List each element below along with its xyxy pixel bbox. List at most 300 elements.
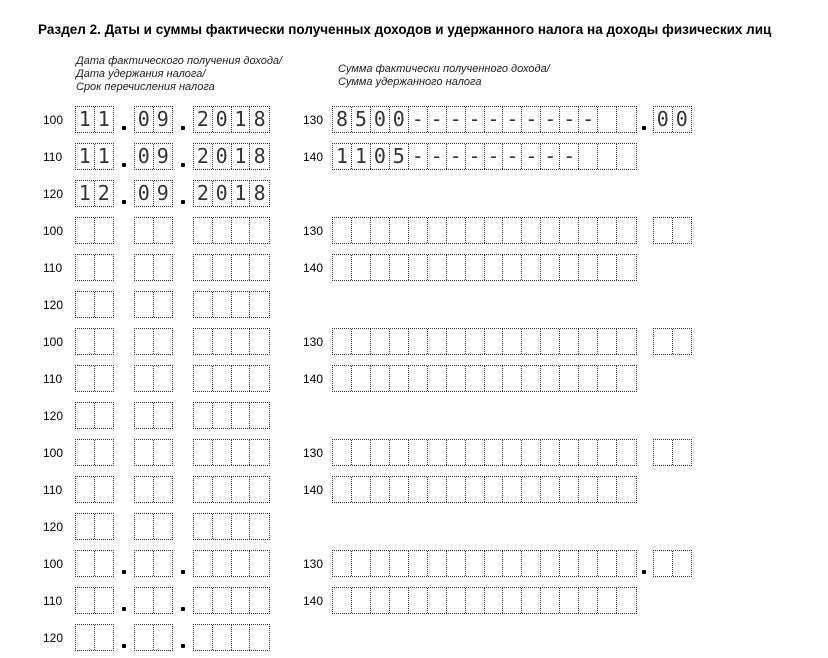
char-cell <box>617 366 636 391</box>
char-cell <box>522 329 541 354</box>
char-cell: 9 <box>156 107 169 131</box>
char-cell <box>598 144 617 169</box>
row-code-label: 100 <box>43 446 64 460</box>
section-title: Раздел 2. Даты и суммы фактически полученных доходов и удержанного налога на доходы физических лиц <box>38 22 772 37</box>
char-cell <box>541 218 560 243</box>
header-line: Дата удержания налога/ <box>76 68 206 80</box>
char-cell <box>371 218 390 243</box>
char-cell <box>503 440 522 465</box>
char-cell <box>194 514 213 539</box>
char-cell <box>673 218 691 243</box>
row-code-label: 110 <box>43 261 63 275</box>
char-cell <box>598 255 617 280</box>
char-cell <box>371 329 390 354</box>
char-cell: 8 <box>253 107 266 131</box>
char-cell <box>95 625 113 650</box>
income-kopecks-field[interactable] <box>653 439 692 466</box>
date-120-month-field[interactable] <box>134 513 173 540</box>
char-cell <box>76 440 95 465</box>
income-amount-field[interactable] <box>332 439 637 466</box>
row-code-label: 110 <box>43 150 63 164</box>
char-cell <box>194 403 213 428</box>
char-cell <box>598 477 617 502</box>
separator-dot <box>181 570 185 574</box>
date-100-day-field[interactable] <box>75 217 114 244</box>
char-cell <box>522 440 541 465</box>
char-cell <box>371 255 390 280</box>
char-cell <box>390 218 409 243</box>
char-cell <box>466 329 485 354</box>
char-cell <box>503 551 522 576</box>
char-cell: 2 <box>97 181 110 205</box>
date-100-day-field[interactable] <box>75 439 114 466</box>
char-cell: - <box>579 107 598 132</box>
date-100-year-field[interactable] <box>193 328 270 355</box>
header-line: Дата фактического получения дохода/ <box>76 55 283 67</box>
char-cell <box>213 551 232 576</box>
date-120-month-field[interactable] <box>134 291 173 318</box>
char-cell <box>617 218 636 243</box>
date-110-day-field[interactable] <box>75 365 114 392</box>
date-120-month-field[interactable] <box>134 624 173 651</box>
char-cell <box>447 329 466 354</box>
char-cell <box>617 477 636 502</box>
char-cell <box>560 440 579 465</box>
tax-withheld-field[interactable] <box>332 365 637 392</box>
char-cell <box>390 329 409 354</box>
date-110-day-field[interactable] <box>75 143 114 170</box>
char-cell <box>194 551 213 576</box>
char-cell <box>232 440 251 465</box>
char-cell <box>76 255 95 280</box>
date-100-day-field[interactable] <box>75 106 114 133</box>
income-amount-field[interactable] <box>332 328 637 355</box>
char-cell <box>250 514 269 539</box>
char-cell <box>194 218 213 243</box>
income-kopecks-field[interactable] <box>653 106 692 133</box>
char-cell <box>232 403 251 428</box>
char-cell <box>352 329 371 354</box>
char-cell: - <box>560 107 579 132</box>
date-120-day-field[interactable] <box>75 291 114 318</box>
char-cell <box>617 588 636 613</box>
date-110-day-field[interactable] <box>75 254 114 281</box>
row-code-label: 140 <box>303 483 324 497</box>
char-cell: 5 <box>390 144 409 169</box>
char-cell <box>194 625 213 650</box>
char-cell <box>466 218 485 243</box>
char-cell <box>154 514 172 539</box>
char-cell <box>232 292 251 317</box>
char-cell <box>503 329 522 354</box>
tax-withheld-field[interactable] <box>332 143 637 170</box>
char-cell <box>213 255 232 280</box>
char-cell: 9 <box>156 181 169 205</box>
char-cell <box>352 477 371 502</box>
date-100-month-field[interactable] <box>134 439 173 466</box>
char-cell <box>485 366 504 391</box>
income-kopecks-field[interactable] <box>653 217 692 244</box>
char-cell <box>333 329 352 354</box>
char-cell <box>579 144 598 169</box>
char-cell <box>579 366 598 391</box>
date-110-year-field[interactable] <box>193 143 270 170</box>
date-120-year-field[interactable] <box>193 513 270 540</box>
char-cell <box>154 477 172 502</box>
char-cell <box>371 551 390 576</box>
header-line: Срок перечисления налога <box>76 81 215 93</box>
char-cell: 1 <box>352 144 371 169</box>
char-cell <box>154 440 172 465</box>
date-110-year-field[interactable] <box>193 365 270 392</box>
date-110-year-field[interactable] <box>193 476 270 503</box>
char-cell <box>371 440 390 465</box>
char-cell <box>194 440 213 465</box>
char-cell: - <box>428 144 447 169</box>
char-cell <box>154 366 172 391</box>
char-cell <box>213 588 232 613</box>
char-cell <box>466 477 485 502</box>
row-code-label: 130 <box>303 557 324 571</box>
char-cell <box>447 255 466 280</box>
char-cell <box>673 551 691 576</box>
char-cell <box>95 588 113 613</box>
char-cell <box>154 329 172 354</box>
char-cell <box>250 477 269 502</box>
char-cell <box>352 440 371 465</box>
row-code-label: 130 <box>303 335 324 349</box>
char-cell <box>95 255 113 280</box>
char-cell <box>76 477 95 502</box>
char-cell <box>409 477 428 502</box>
date-120-day-field[interactable] <box>75 402 114 429</box>
char-cell <box>232 366 251 391</box>
char-cell <box>76 366 95 391</box>
char-cell: 1 <box>232 144 251 169</box>
char-cell: 0 <box>213 107 232 132</box>
char-cell <box>560 551 579 576</box>
char-cell <box>485 218 504 243</box>
row-code-label: 130 <box>303 224 324 238</box>
char-cell <box>522 551 541 576</box>
char-cell <box>232 625 251 650</box>
char-cell <box>598 440 617 465</box>
date-120-day-field[interactable] <box>75 624 114 651</box>
date-100-year-field[interactable] <box>193 550 270 577</box>
date-100-year-field[interactable] <box>193 217 270 244</box>
char-cell <box>154 625 172 650</box>
char-cell <box>95 218 113 243</box>
char-cell <box>250 440 269 465</box>
char-cell <box>135 366 154 391</box>
tax-withheld-field[interactable] <box>332 476 637 503</box>
date-110-month-field[interactable] <box>134 143 173 170</box>
date-100-month-field[interactable] <box>134 550 173 577</box>
char-cell <box>95 403 113 428</box>
char-cell: 1 <box>76 144 95 169</box>
date-110-year-field[interactable] <box>193 587 270 614</box>
char-cell <box>503 366 522 391</box>
char-cell: 2 <box>194 181 213 206</box>
char-cell <box>409 366 428 391</box>
char-cell: 0 <box>213 144 232 169</box>
date-120-month-field[interactable] <box>134 402 173 429</box>
char-cell <box>213 514 232 539</box>
char-cell <box>522 255 541 280</box>
char-cell <box>352 255 371 280</box>
char-cell <box>250 218 269 243</box>
char-cell <box>409 551 428 576</box>
char-cell: - <box>560 144 579 169</box>
char-cell <box>333 440 352 465</box>
char-cell: 2 <box>194 107 213 132</box>
row-code-label: 100 <box>43 224 64 238</box>
char-cell <box>541 477 560 502</box>
separator-dot <box>642 126 646 130</box>
char-cell <box>76 218 95 243</box>
date-120-month-field[interactable] <box>134 180 173 207</box>
char-cell <box>447 477 466 502</box>
char-cell <box>485 477 504 502</box>
char-cell <box>194 292 213 317</box>
char-cell <box>213 403 232 428</box>
char-cell <box>522 366 541 391</box>
char-cell <box>409 255 428 280</box>
row-code-label: 120 <box>43 187 64 201</box>
char-cell <box>428 255 447 280</box>
separator-dot <box>181 126 185 130</box>
char-cell <box>673 440 691 465</box>
row-code-label: 100 <box>43 113 64 127</box>
char-cell <box>135 588 154 613</box>
char-cell <box>485 440 504 465</box>
char-cell <box>390 477 409 502</box>
char-cell <box>617 551 636 576</box>
date-120-day-field[interactable] <box>75 513 114 540</box>
date-100-day-field[interactable] <box>75 328 114 355</box>
char-cell: - <box>541 107 560 132</box>
char-cell: 0 <box>371 107 390 132</box>
separator-dot <box>181 607 185 611</box>
char-cell <box>390 551 409 576</box>
char-cell <box>617 255 636 280</box>
row-code-label: 110 <box>43 594 63 608</box>
date-120-day-field[interactable] <box>75 180 114 207</box>
char-cell <box>428 218 447 243</box>
date-100-year-field[interactable] <box>193 439 270 466</box>
row-code-label: 140 <box>303 372 324 386</box>
date-110-day-field[interactable] <box>75 587 114 614</box>
char-cell <box>333 255 352 280</box>
char-cell: 8 <box>253 144 266 168</box>
char-cell <box>194 588 213 613</box>
tax-withheld-field[interactable] <box>332 254 637 281</box>
char-cell <box>135 440 154 465</box>
date-100-day-field[interactable] <box>75 550 114 577</box>
income-amount-field[interactable] <box>332 106 637 133</box>
char-cell: 0 <box>371 144 390 169</box>
char-cell <box>232 329 251 354</box>
tax-withheld-field[interactable] <box>332 587 637 614</box>
char-cell <box>390 255 409 280</box>
char-cell <box>95 366 113 391</box>
char-cell <box>485 255 504 280</box>
char-cell <box>522 477 541 502</box>
date-110-day-field[interactable] <box>75 476 114 503</box>
char-cell <box>466 588 485 613</box>
char-cell <box>135 329 154 354</box>
row-code-label: 110 <box>43 483 63 497</box>
char-cell <box>250 625 269 650</box>
date-110-month-field[interactable] <box>134 254 173 281</box>
char-cell: 8 <box>253 181 266 205</box>
char-cell: 0 <box>135 181 154 206</box>
char-cell <box>95 292 113 317</box>
separator-dot <box>122 644 126 648</box>
char-cell <box>522 588 541 613</box>
char-cell <box>154 403 172 428</box>
char-cell <box>541 440 560 465</box>
char-cell <box>135 625 154 650</box>
char-cell <box>466 440 485 465</box>
char-cell <box>135 551 154 576</box>
char-cell <box>503 477 522 502</box>
char-cell <box>560 366 579 391</box>
char-cell <box>409 218 428 243</box>
char-cell <box>466 255 485 280</box>
char-cell <box>135 514 154 539</box>
char-cell <box>333 366 352 391</box>
row-code-label: 100 <box>43 557 64 571</box>
income-amount-field[interactable] <box>332 550 637 577</box>
char-cell <box>154 292 172 317</box>
char-cell <box>250 329 269 354</box>
char-cell <box>579 329 598 354</box>
date-110-month-field[interactable] <box>134 476 173 503</box>
char-cell: 1 <box>76 107 95 132</box>
char-cell <box>352 366 371 391</box>
char-cell <box>250 366 269 391</box>
char-cell <box>213 625 232 650</box>
char-cell <box>598 366 617 391</box>
date-120-year-field[interactable] <box>193 180 270 207</box>
char-cell <box>409 329 428 354</box>
char-cell: - <box>485 107 504 132</box>
date-110-month-field[interactable] <box>134 587 173 614</box>
char-cell <box>135 255 154 280</box>
char-cell: 1 <box>76 181 95 206</box>
char-cell <box>541 588 560 613</box>
char-cell <box>447 588 466 613</box>
char-cell: - <box>428 107 447 132</box>
char-cell <box>371 366 390 391</box>
income-kopecks-field[interactable] <box>653 550 692 577</box>
char-cell <box>76 588 95 613</box>
row-code-label: 110 <box>43 372 63 386</box>
char-cell <box>579 477 598 502</box>
row-code-label: 120 <box>43 631 64 645</box>
char-cell <box>213 366 232 391</box>
char-cell <box>522 218 541 243</box>
date-110-month-field[interactable] <box>134 365 173 392</box>
char-cell <box>154 255 172 280</box>
char-cell <box>654 551 673 576</box>
separator-dot <box>122 607 126 611</box>
header-line: Сумма фактически полученного дохода/ <box>338 63 550 75</box>
char-cell <box>135 403 154 428</box>
char-cell <box>560 218 579 243</box>
char-cell <box>194 477 213 502</box>
char-cell <box>213 477 232 502</box>
row-code-label: 140 <box>303 261 324 275</box>
char-cell <box>232 588 251 613</box>
char-cell: 8 <box>333 107 352 132</box>
char-cell <box>352 218 371 243</box>
char-cell <box>617 329 636 354</box>
char-cell <box>428 588 447 613</box>
char-cell <box>232 477 251 502</box>
char-cell <box>541 255 560 280</box>
char-cell <box>76 514 95 539</box>
char-cell <box>135 218 154 243</box>
char-cell: 1 <box>232 107 251 132</box>
row-code-label: 140 <box>303 594 324 608</box>
char-cell <box>250 292 269 317</box>
date-110-year-field[interactable] <box>193 254 270 281</box>
char-cell <box>428 329 447 354</box>
char-cell <box>617 440 636 465</box>
char-cell <box>154 588 172 613</box>
char-cell: 0 <box>135 144 154 169</box>
char-cell <box>390 440 409 465</box>
date-100-month-field[interactable] <box>134 106 173 133</box>
char-cell <box>447 218 466 243</box>
char-cell <box>76 403 95 428</box>
char-cell <box>466 366 485 391</box>
date-120-year-field[interactable] <box>193 624 270 651</box>
char-cell <box>135 292 154 317</box>
char-cell <box>541 366 560 391</box>
char-cell <box>579 588 598 613</box>
date-100-month-field[interactable] <box>134 328 173 355</box>
date-100-month-field[interactable] <box>134 217 173 244</box>
char-cell <box>466 551 485 576</box>
char-cell <box>428 366 447 391</box>
date-120-year-field[interactable] <box>193 291 270 318</box>
char-cell <box>213 292 232 317</box>
income-kopecks-field[interactable] <box>653 328 692 355</box>
row-code-label: 130 <box>303 446 324 460</box>
char-cell <box>95 551 113 576</box>
char-cell: - <box>447 107 466 132</box>
date-100-year-field[interactable] <box>193 106 270 133</box>
income-amount-field[interactable] <box>332 217 637 244</box>
char-cell <box>390 366 409 391</box>
char-cell <box>232 218 251 243</box>
char-cell <box>598 218 617 243</box>
char-cell <box>250 403 269 428</box>
char-cell <box>579 255 598 280</box>
char-cell <box>333 477 352 502</box>
char-cell <box>598 107 617 132</box>
row-code-label: 100 <box>43 335 64 349</box>
char-cell <box>541 329 560 354</box>
char-cell: - <box>541 144 560 169</box>
date-120-year-field[interactable] <box>193 402 270 429</box>
char-cell <box>485 329 504 354</box>
char-cell <box>447 366 466 391</box>
row-code-label: 120 <box>43 298 64 312</box>
